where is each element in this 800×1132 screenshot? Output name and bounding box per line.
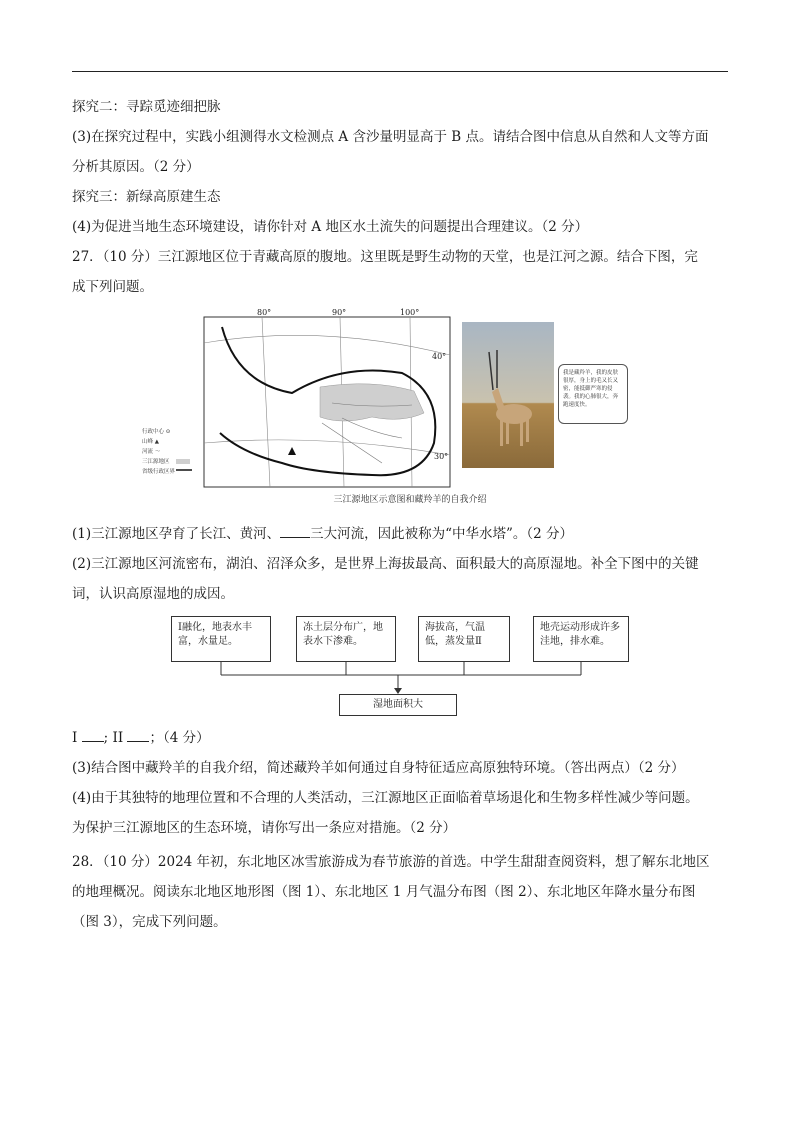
q28-line2: 的地理概况。阅读东北地区地形图（图 1）、东北地区 1 月气温分布图（图 2）、东北地区年降水量分布图	[72, 884, 696, 900]
q27-2-line2: 词，认识高原湿地的成因。	[72, 586, 234, 602]
flow-box-2: 冻土层分布广，地表水下渗难。	[296, 616, 396, 662]
legend-capital: 行政中心 ⊙	[142, 429, 171, 435]
tibetan-antelope-photo	[462, 322, 554, 468]
flow-box-3: 海拔高，气温低，蒸发量Ⅱ	[418, 616, 510, 662]
legend-river: 河流 ～	[142, 449, 161, 455]
q27-1: (1)三江源地区孕育了长江、黄河、 三大河流，因此被称为“中华水塔”。（2 分）	[72, 526, 574, 542]
flow-box-1: Ⅰ融化，地表水丰富，水量足。	[171, 616, 271, 662]
q3-text-1: (3)在探究过程中，实践小组测得水文检测点 A 含沙量明显高于 B 点。请结合图中信息从自然和人文等方面	[72, 129, 709, 145]
explore3-heading: 探究三：新绿高原建生态	[72, 189, 221, 205]
flow-box-4: 地壳运动形成许多洼地，排水难。	[533, 616, 629, 662]
lon-90: 90°	[332, 308, 347, 317]
sanjiangyuan-map	[142, 308, 452, 491]
lat-30: 30°	[434, 452, 449, 461]
q27-3: (3)结合图中藏羚羊的自我介绍，简述藏羚羊如何通过自身特征适应高原独特环境。（答出两点）（2 分）	[72, 760, 685, 776]
flow-result-box: 湿地面积大	[339, 694, 457, 716]
q27-2-line1: (2)三江源地区河流密布，湖泊、沼泽众多，是世界上海拔最高、面积最大的高原湿地。补全下图中的关键	[72, 556, 699, 572]
lat-40: 40°	[432, 352, 447, 361]
q27-intro-2: 成下列问题。	[72, 279, 153, 295]
q3-text-2: 分析其原因。（2 分）	[72, 159, 200, 175]
q27-intro-1: 27．（10 分）三江源地区位于青藏高原的腹地。这里既是野生动物的天堂，也是江河之源。结合下图，完	[72, 249, 698, 265]
q27-2-answers: I ; II ；（4 分）	[72, 730, 210, 746]
legend-peak: 山峰 ▲	[142, 439, 159, 445]
legend-boundary: 省级行政区界	[142, 469, 176, 475]
q4-text: (4)为促进当地生态环境建设，请你针对 A 地区水土流失的问题提出合理建议。（2 分）	[72, 219, 589, 235]
answer-blank-I[interactable]	[82, 729, 104, 742]
q28-line1: 28．（10 分）2024 年初，东北地区冰雪旅游成为春节旅游的首选。中学生甜甜查阅资料，想了解东北地区	[72, 854, 710, 870]
lon-100: 100°	[400, 308, 420, 317]
q28-line3: （图 3），完成下列问题。	[72, 914, 227, 930]
header-rule	[72, 71, 728, 72]
answer-blank-rivers[interactable]	[280, 525, 310, 538]
antelope-speech-bubble: 我是藏羚羊，我的皮肤很厚，身上的毛又长又密，能抵御严寒的侵袭。我的心肺很大，奔跑速度快。	[558, 364, 628, 424]
q27-4-line1: (4)由于其独特的地理位置和不合理的人类活动，三江源地区正面临着草场退化和生物多样性减少等问题。	[72, 790, 699, 806]
explore2-heading: 探究二：寻踪觅迹细把脉	[72, 99, 221, 115]
figure-caption: 三江源地区示意图和藏羚羊的自我介绍	[333, 495, 487, 505]
answer-blank-II[interactable]	[127, 729, 149, 742]
lon-80: 80°	[257, 308, 272, 317]
q27-4-line2: 为保护三江源地区的生态环境，请你写出一条应对措施。（2 分）	[72, 820, 457, 836]
legend-region: 三江源地区	[142, 459, 170, 465]
